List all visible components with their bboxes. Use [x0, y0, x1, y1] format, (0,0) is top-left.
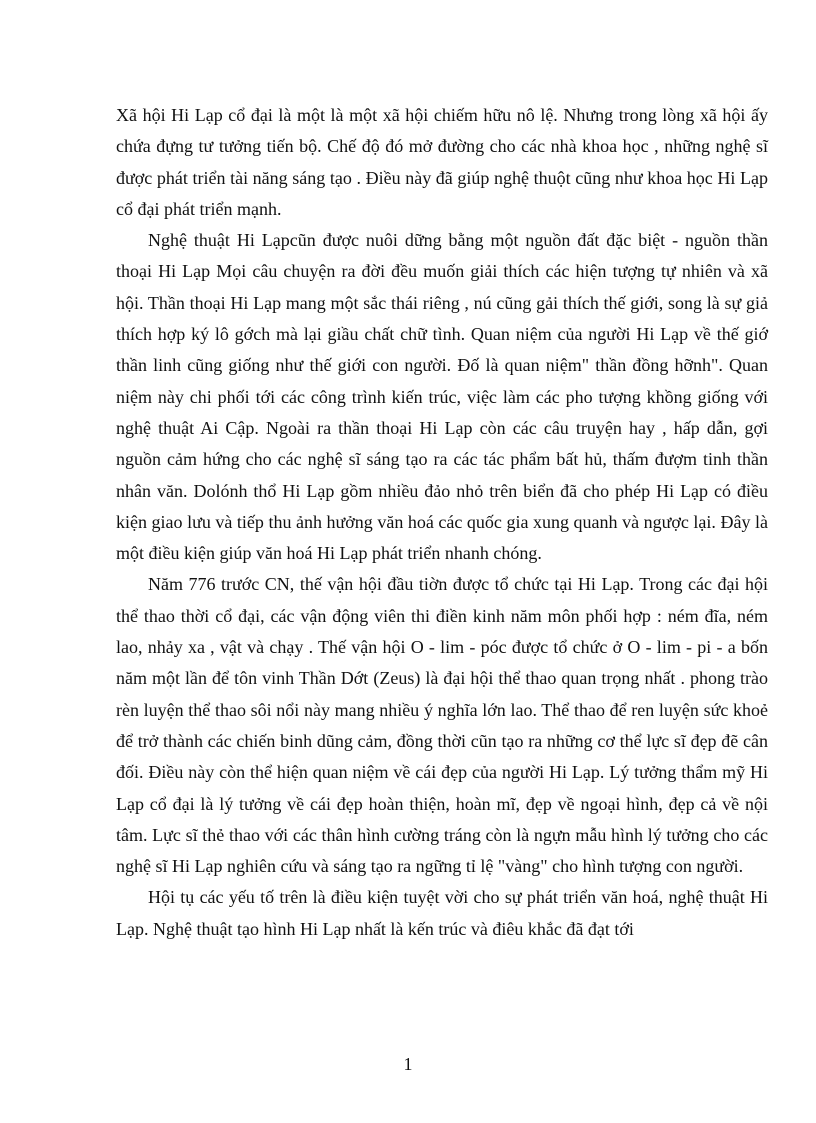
paragraph-intro: Xã hội Hi Lạp cổ đại là một là một xã hội chiếm hữu nô lệ. Nhưng trong lòng xã hội ấy chứa đựng tư tưởng tiến bộ. Chế độ đó mở đường cho các nhà khoa học , những nghệ sĩ được phát triển tài năng sáng tạo . Điều này đã giúp nghệ thuột cũng như khoa học Hi Lạp cổ đại phát triển mạnh. [116, 105, 768, 219]
paragraph-mythology: Nghệ thuật Hi Lạpcũn được nuôi dững bằng một nguồn đất đặc biệt - nguồn thần thoại Hi Lạp Mọi câu chuyện ra đời đều muốn giải thích các hiện tượng tự nhiên và xã hội. Thần thoại Hi Lạp mang một sắc thái riêng , nú cũng gải thích thế giới, song là sự giả thích hợp ký lô gớch mà lại giầu chất chữ tình. Quan niệm của người Hi Lạp về thế giớ thần linh cũng giống như thế giới con người. Đố là quan niệm" thần đồng hỡnh". Quan niệm này chi phối tới các công trình kiến trúc, việc làm các pho tượng khồng giống với nghệ thuật Ai Cập. Ngoài ra thần thoại Hi Lạp còn các câu truyện hay , hấp dẫn, gợi nguồn cảm hứng cho các nghệ sĩ sáng tạo ra các tác phẩm bất hủ, thấm đượm tinh thần nhân văn. Dolónh thổ Hi Lạp gồm nhiều đảo nhỏ trên biển đã cho phép Hi Lạp có điều kiện giao lưu và tiếp thu ảnh hưởng văn hoá các quốc gia xung quanh và ngược lại. Đây là một điều kiện giúp văn hoá Hi Lạp phát triển nhanh chóng. [116, 230, 768, 564]
paragraph-conclusion: Hội tụ các yếu tố trên là điều kiện tuyệt vời cho sự phát triển văn hoá, nghệ thuật Hi Lạp. Nghệ thuật tạo hình Hi Lạp nhất là kến trúc và điêu khắc đã đạt tới [116, 887, 768, 939]
page-number: 1 [403, 1054, 413, 1074]
paragraph-olympics: Năm 776 trước CN, thế vận hội đầu tiờn được tổ chức tại Hi Lạp. Trong các đại hội thể thao thời cổ đại, các vận động viên thi điền kinh năm môn phối hợp : ném đĩa, ném lao, nhảy xa , vật và chạy . Thế vận hội O - lim - póc được tổ chức ở O - lim - pi - a bốn năm một lần để tôn vinh Thần Dớt (Zeus) là đại hội thể thao quan trọng nhất . phong trào rèn luyện thể thao sôi nổi này mang nhiều ý nghĩa lớn lao. Thể thao để ren luyện sức khoẻ để trở thành các chiến binh dũng cảm, đồng thời cũn tạo ra những cơ thể lực sĩ đẹp đẽ cân đối. Điều này còn thể hiện quan niệm về cái đẹp của người Hi Lạp. Lý tưởng thẩm mỹ Hi Lạp cổ đại là lý tưởng về cái đẹp hoàn thiện, hoàn mĩ, đẹp về ngoại hình, đẹp cả về nội tâm. Lực sĩ thẻ thao với các thân hình cường tráng còn là ngựn mẫu hình lý tưởng cho các nghệ sĩ Hi Lạp nghiên cứu và sáng tạo ra ngững tỉ lệ "vàng" cho hình tượng con người. [116, 574, 768, 877]
document-page [116, 100, 768, 945]
